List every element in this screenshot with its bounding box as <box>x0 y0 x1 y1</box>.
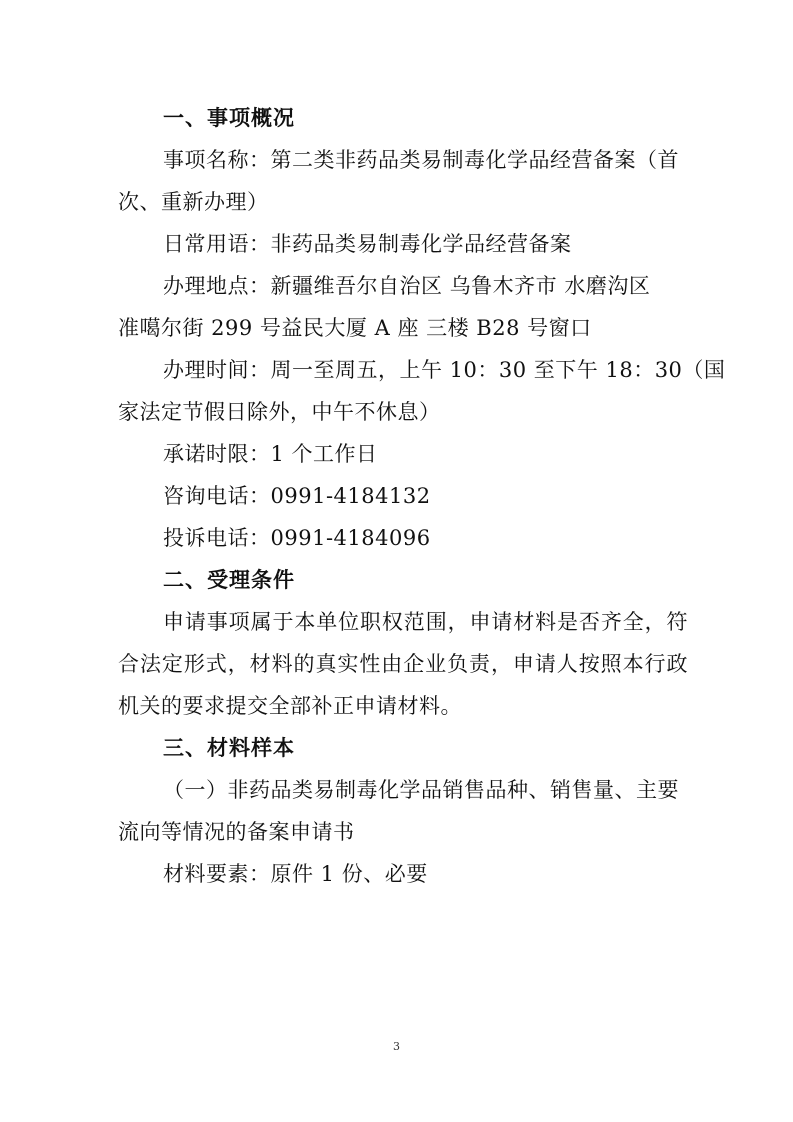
material-1-line-1: （一）非药品类易制毒化学品销售品种、销售量、主要 <box>163 778 679 802</box>
promise-limit: 承诺时限：1 个工作日 <box>163 442 378 466</box>
acceptance-line-2: 合法定形式，材料的真实性由企业负责，申请人按照本行政 <box>118 652 688 676</box>
consult-phone: 咨询电话：0991-4184132 <box>163 484 431 508</box>
hours-line-2: 家法定节假日除外，中午不休息） <box>118 400 441 424</box>
section-heading-materials: 三、材料样本 <box>163 736 295 760</box>
item-name-line-1: 事项名称：第二类非药品类易制毒化学品经营备案（首 <box>163 148 679 172</box>
acceptance-line-3: 机关的要求提交全部补正申请材料。 <box>118 694 462 718</box>
item-name-line-2: 次、重新办理） <box>118 190 269 214</box>
section-heading-acceptance: 二、受理条件 <box>163 568 295 592</box>
location-line-2: 准噶尔街 299 号益民大厦 A 座 三楼 B28 号窗口 <box>118 316 592 340</box>
acceptance-line-1: 申请事项属于本单位职权范围，申请材料是否齐全，符 <box>163 610 688 634</box>
hours-line-1: 办理时间：周一至周五，上午 10：30 至下午 18：30（国 <box>163 358 726 382</box>
material-1-line-2: 流向等情况的备案申请书 <box>118 820 355 844</box>
section-heading-overview: 一、事项概况 <box>163 106 295 130</box>
page-number: 3 <box>393 1040 400 1053</box>
material-elements: 材料要素：原件 1 份、必要 <box>163 862 428 886</box>
complaint-phone: 投诉电话：0991-4184096 <box>163 526 431 550</box>
common-term: 日常用语：非药品类易制毒化学品经营备案 <box>163 232 572 256</box>
location-line-1: 办理地点：新疆维吾尔自治区 乌鲁木齐市 水磨沟区 <box>163 274 651 298</box>
